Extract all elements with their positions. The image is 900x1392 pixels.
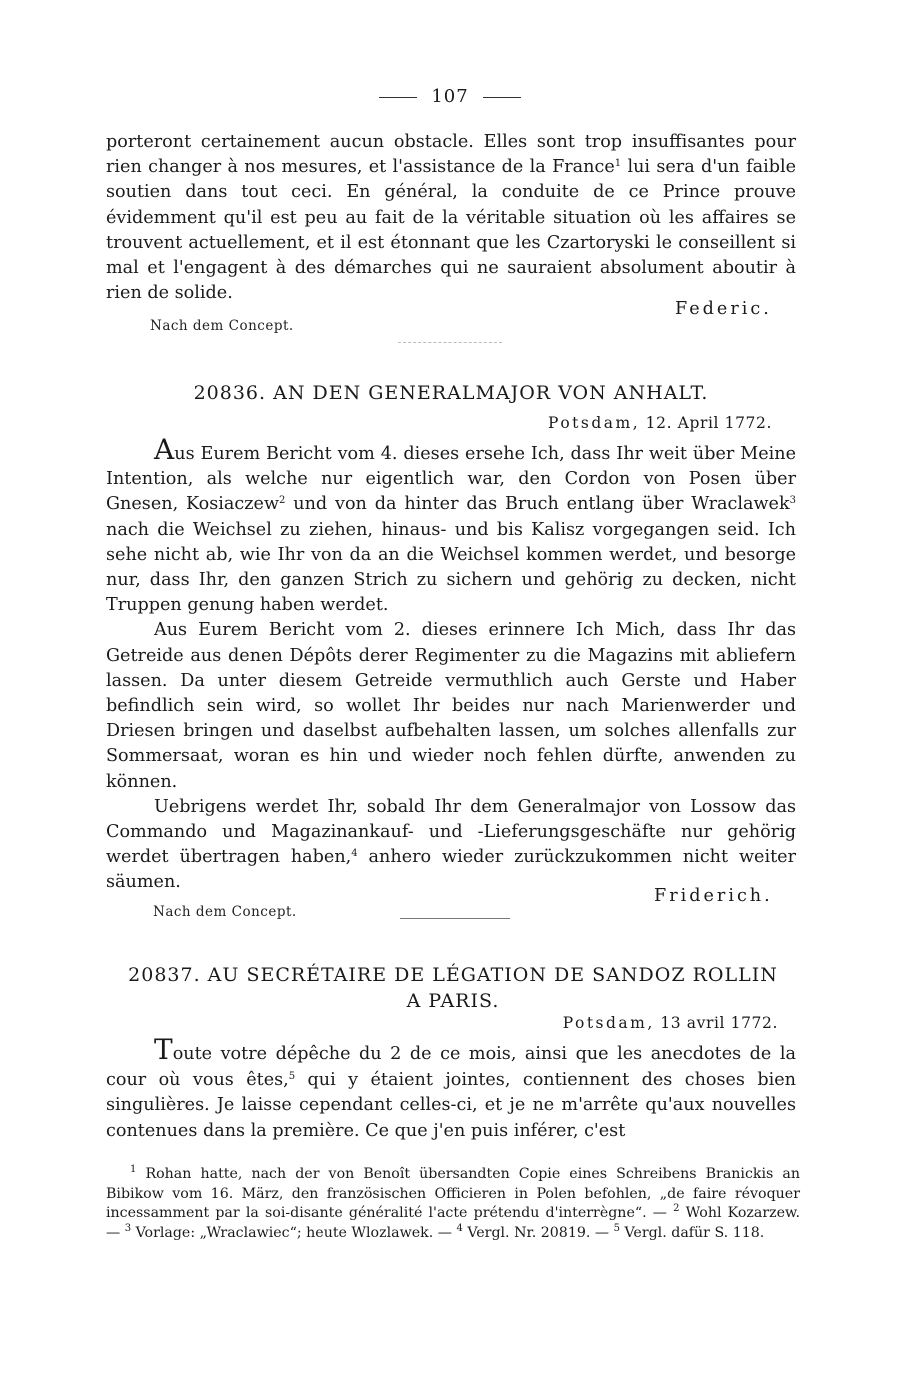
footnote-3-mark: 3 (124, 1222, 132, 1234)
footnote-ref-2: 2 (279, 495, 286, 507)
letter-20836-dateline: Potsdam, 12. April 1772. (548, 414, 772, 432)
footnote-2-mark: 2 (673, 1203, 680, 1215)
signature-federic: Federic. (675, 299, 772, 319)
source-note-2: Nach dem Concept. (153, 904, 297, 920)
letter-20836-paragraph-3: Uebrigens werdet Ihr, sobald Ihr dem Generalmajor von Lossow das Commando und Magazinankauf- und -Lieferungsgeschäfte nur gehörig werdet übertragen haben,$^4$ anhero wieder zurückzukommen nicht weiter säumen. (106, 796, 796, 893)
footnote-ref-3: 3 (789, 495, 796, 507)
footnote-5: Vergl. dafür S. 118. (619, 1224, 765, 1241)
source-note-1: Nach dem Concept. (150, 318, 294, 334)
letter-20837-dateline: Potsdam, 13 avril 1772. (562, 1014, 778, 1032)
signature-friderich: Friderich. (654, 886, 773, 906)
footnote-ref-4: 4 (351, 848, 358, 860)
separator-1 (398, 342, 502, 343)
footnote-ref-5: 5 (288, 1070, 296, 1082)
letter-20837-paragraph-1: Toute votre dépêche du 2 de ce mois, ainsi que les anecdotes de la cour où vous êtes,$^5$ qui y étaient jointes, contiennent des choses bien singulières. Je laisse cependant celles-ci, et je ne m'arrête qu'aux nouvelles contenues dans la première. Ce que j'en puis inférer, c'est (106, 1033, 797, 1141)
drop-initial-t: T (154, 1033, 173, 1066)
footnote-3: Vorlage: „Wraclawiec“; heute Wlozlawek. — (131, 1224, 452, 1241)
letter-20837-heading: 20837. AU SECRÉTAIRE DE LÉGATION DE SANDOZ ROLLIN A PARIS. (128, 964, 778, 1012)
page-number-value: 107 (431, 86, 469, 107)
letter-20836-body (106, 433, 796, 896)
footnote-1-mark: 1 (130, 1164, 137, 1175)
letter-20836-paragraph-2: Aus Eurem Bericht vom 2. dieses erinnere Ich Mich, dass Ihr das Getreide aus denen Dépôts derer Regimenter zu die Magazins mit abliefern lassen. Da unter diesem Getreide vermuthlich auch Gerste und Haber befindlich sein wird, so wollet Ihr beides nur nach Marienwerder und Driesen bringen und daselbst aufbehalten lassen, um solches allenfalls zur Sommersaat, woran es hin und wieder noch fehlen dürfte, anwenden zu können. (106, 620, 796, 792)
footnote-1: Rohan hatte, nach der von Benoît übersandten Copie eines Schreibens Branickis an Bibikow vom 16. März, den französischen Officieren in Polen befohlen, „de faire révoquer incessamment par la soi-disante généralité l'acte prétendu d'interrègne“. — (106, 1166, 800, 1222)
footnote-ref-1: 1 (614, 158, 622, 170)
footnote-4: Vergl. Nr. 20819. — (462, 1224, 610, 1241)
letter-20837-body (106, 1033, 797, 1144)
footnotes (106, 1165, 800, 1243)
footnote-5-mark: 5 (613, 1222, 620, 1234)
page-number-dash-right (483, 97, 521, 98)
separator-2 (400, 918, 510, 919)
letter-20836-heading: 20836. AN DEN GENERALMAJOR VON ANHALT. (193, 382, 709, 404)
continued-paragraph: porteront certainement aucun obstacle. Elles sont trop insuffisantes pour rien changer à nos mesures, et l'assistance de la France$^1$ lui sera d'un faible soutien dans tout ceci. En général, la conduite de ce Prince prouve évidemment qu'il est peu au fait de la véritable situation où les affaires se trouvent actuellement, et il est étonnant que les Czartoryski le conseillent si mal et l'engagent à des démarches qui ne sauraient absolument aboutir à rien de solide. (106, 132, 796, 304)
page-number-dash-left (379, 97, 417, 98)
letter-20836-paragraph-1: Aus Eurem Bericht vom 4. dieses ersehe Ich, dass Ihr weit über Meine Intention, als welche nur eigentlich war, den Cordon von Posen über Gnesen, Kosiaczew$^2$ und von da hinter das Bruch entlang über Wraclawek$^3$ nach die Weichsel zu ziehen, hinaus- und bis Kalisz vorgegangen seid. Ich sehe nicht ab, wie Ihr von da an die Weichsel kommen werdet, und besorge nur, dass Ihr, den ganzen Strich zu sichern und gehörig zu decken, nicht Truppen genung haben werdet. (106, 433, 796, 616)
page-number (0, 86, 900, 107)
drop-initial-a: A (154, 433, 175, 466)
footnote-2: Wohl Kozarzew. — (106, 1205, 800, 1241)
footnote-4-mark: 4 (456, 1222, 463, 1234)
